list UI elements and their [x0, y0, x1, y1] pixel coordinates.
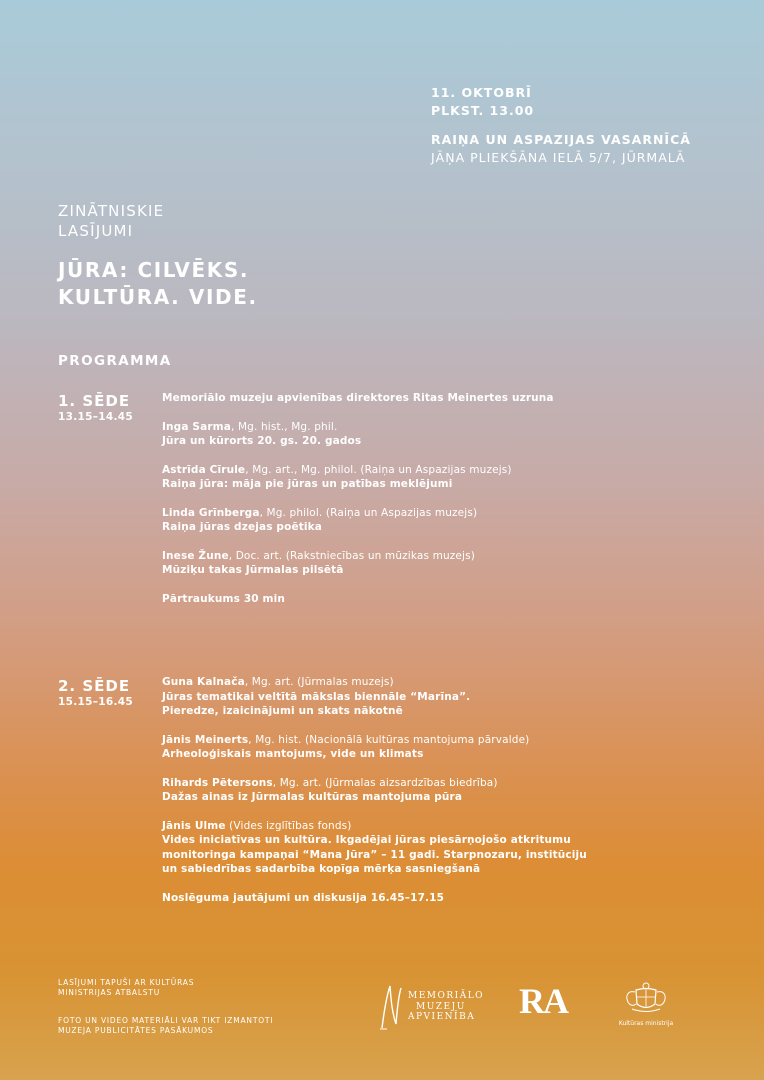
closing-discussion: Noslēguma jautājumi un diskusija 16.45–17.15	[162, 891, 445, 904]
session-2-label: 2. SĒDE	[58, 677, 131, 695]
talk-title: Jūra un kūrorts 20. gs. 20. gados	[162, 435, 362, 447]
talk-item	[162, 420, 732, 449]
speaker-credentials: (Vides izglītības fonds)	[225, 819, 352, 832]
speaker-credentials: , Mg. art. (Jūrmalas aizsardzības biedrība)	[272, 776, 498, 789]
opening-address: Memoriālo muzeju apvienības direktores Ritas Meinertes uzruna	[162, 392, 554, 404]
talk-title-line: monitoringa kampaņai “Mana Jūra” – 11 gadi. Starpnozaru, institūciju	[162, 848, 587, 861]
event-address: JĀŅA PLIEKŠĀNA IELĀ 5/7, JŪRMALĀ	[431, 150, 686, 165]
title-line-2: KULTŪRA. VIDE.	[58, 285, 258, 309]
speaker-name: Astrīda Cīrule	[162, 463, 246, 476]
talk-title-line: un sabiedrības sadarbība kopīga mērķa sasniegšanā	[162, 863, 481, 875]
session-2-program	[162, 675, 732, 919]
speaker-name: Jānis Ulme	[162, 819, 226, 832]
support-note-line: MINISTRIJAS ATBALSTU	[58, 988, 161, 997]
talk-item	[162, 549, 732, 578]
photo-note-line: FOTO UN VIDEO MATERIĀLI VAR TIKT IZMANTOTI	[58, 1016, 274, 1025]
speaker-name: Rihards Pētersons	[162, 776, 273, 789]
page-title	[58, 257, 258, 311]
speaker-credentials: , Doc. art. (Rakstniecības un mūzikas muzejs)	[228, 549, 475, 562]
talk-item	[162, 463, 732, 492]
talk-title: Raiņa jūra: māja pie jūras un patības meklējumi	[162, 478, 453, 490]
title-line-1: JŪRA: CILVĒKS.	[58, 258, 250, 282]
speaker-name: Jānis Meinerts	[162, 733, 249, 746]
speaker-credentials: , Mg. art. (Jūrmalas muzejs)	[244, 676, 394, 688]
coat-of-arms-icon	[622, 980, 670, 1014]
speaker-name: Inese Žune	[162, 549, 229, 562]
talk-item	[162, 776, 732, 805]
memorial-museums-logo	[378, 982, 484, 1032]
speaker-credentials: , Mg. philol. (Raiņa un Aspazijas muzejs)	[259, 506, 478, 519]
talk-title-line: Pieredze, izaicinājumi un skats nākotnē	[162, 705, 403, 717]
event-info	[431, 84, 691, 167]
session-1-label: 1. SĒDE	[58, 392, 131, 410]
speaker-credentials: , Mg. hist., Mg. phil.	[231, 420, 338, 433]
eyebrow-line-1: ZINĀTNISKIE	[58, 202, 165, 220]
ra-logo: RA	[519, 981, 567, 1021]
event-date: 11. OKTOBRĪ	[431, 85, 532, 100]
speaker-credentials: , Mg. hist. (Nacionālā kultūras mantojuma pārvalde)	[248, 733, 530, 746]
talk-title: Mūziķu takas Jūrmalas pilsētā	[162, 564, 344, 576]
photo-note-line: MUZEJA PUBLICITĀTES PASĀKUMOS	[58, 1026, 214, 1035]
program-heading: PROGRAMMA	[58, 353, 172, 369]
photo-note	[58, 1016, 273, 1036]
session-1-time: 13.15–14.45	[58, 411, 133, 423]
speaker-name: Linda Grīnberga	[162, 506, 260, 519]
support-note	[58, 978, 194, 998]
event-time: PLKST. 13.00	[431, 103, 535, 118]
eyebrow-line-2: LASĪJUMI	[58, 222, 134, 240]
ministry-of-culture-logo	[616, 980, 676, 1027]
mma-wordmark-line: MEMORIĀLO	[408, 991, 485, 1002]
mma-wordmark-line: APVIENĪBA	[408, 1012, 476, 1023]
session-2-time: 15.15–16.45	[58, 696, 133, 708]
talk-item	[162, 819, 732, 877]
talk-title-line: Vides iniciatīvas un kultūra. Ikgadējai jūras piesārņojošo atkritumu	[162, 834, 571, 846]
mma-wordmark	[408, 991, 484, 1023]
speaker-name: Guna Kalnača	[162, 676, 245, 688]
speaker-credentials: , Mg. art., Mg. philol. (Raiņa un Aspazijas muzejs)	[245, 463, 512, 476]
support-note-line: LASĪJUMI TAPUŠI AR KULTŪRAS	[58, 978, 195, 987]
mma-wordmark-line: MUZEJU	[416, 1001, 466, 1012]
talk-item	[162, 733, 732, 762]
talk-title-line: Jūras tematikai veltītā mākslas biennāle “Marīna”.	[162, 690, 471, 703]
talk-item	[162, 506, 732, 535]
eyebrow	[58, 201, 164, 241]
event-venue: RAIŅA UN ASPAZIJAS VASARNĪCĀ	[431, 132, 691, 147]
talk-title: Raiņa jūras dzejas poētika	[162, 521, 323, 533]
talk-item	[162, 675, 732, 719]
break-notice: Pārtraukums 30 min	[162, 592, 286, 605]
speaker-name: Inga Sarma	[162, 420, 231, 433]
ministry-label: Kultūras ministrija	[618, 1020, 674, 1027]
talk-title-line: Dažas ainas iz Jūrmalas kultūras mantojuma pūra	[162, 791, 463, 803]
talk-title-line: Arheoloģiskais mantojums, vide un klimats	[162, 748, 424, 760]
session-1-program	[162, 391, 732, 620]
mma-monogram-icon	[378, 982, 404, 1032]
